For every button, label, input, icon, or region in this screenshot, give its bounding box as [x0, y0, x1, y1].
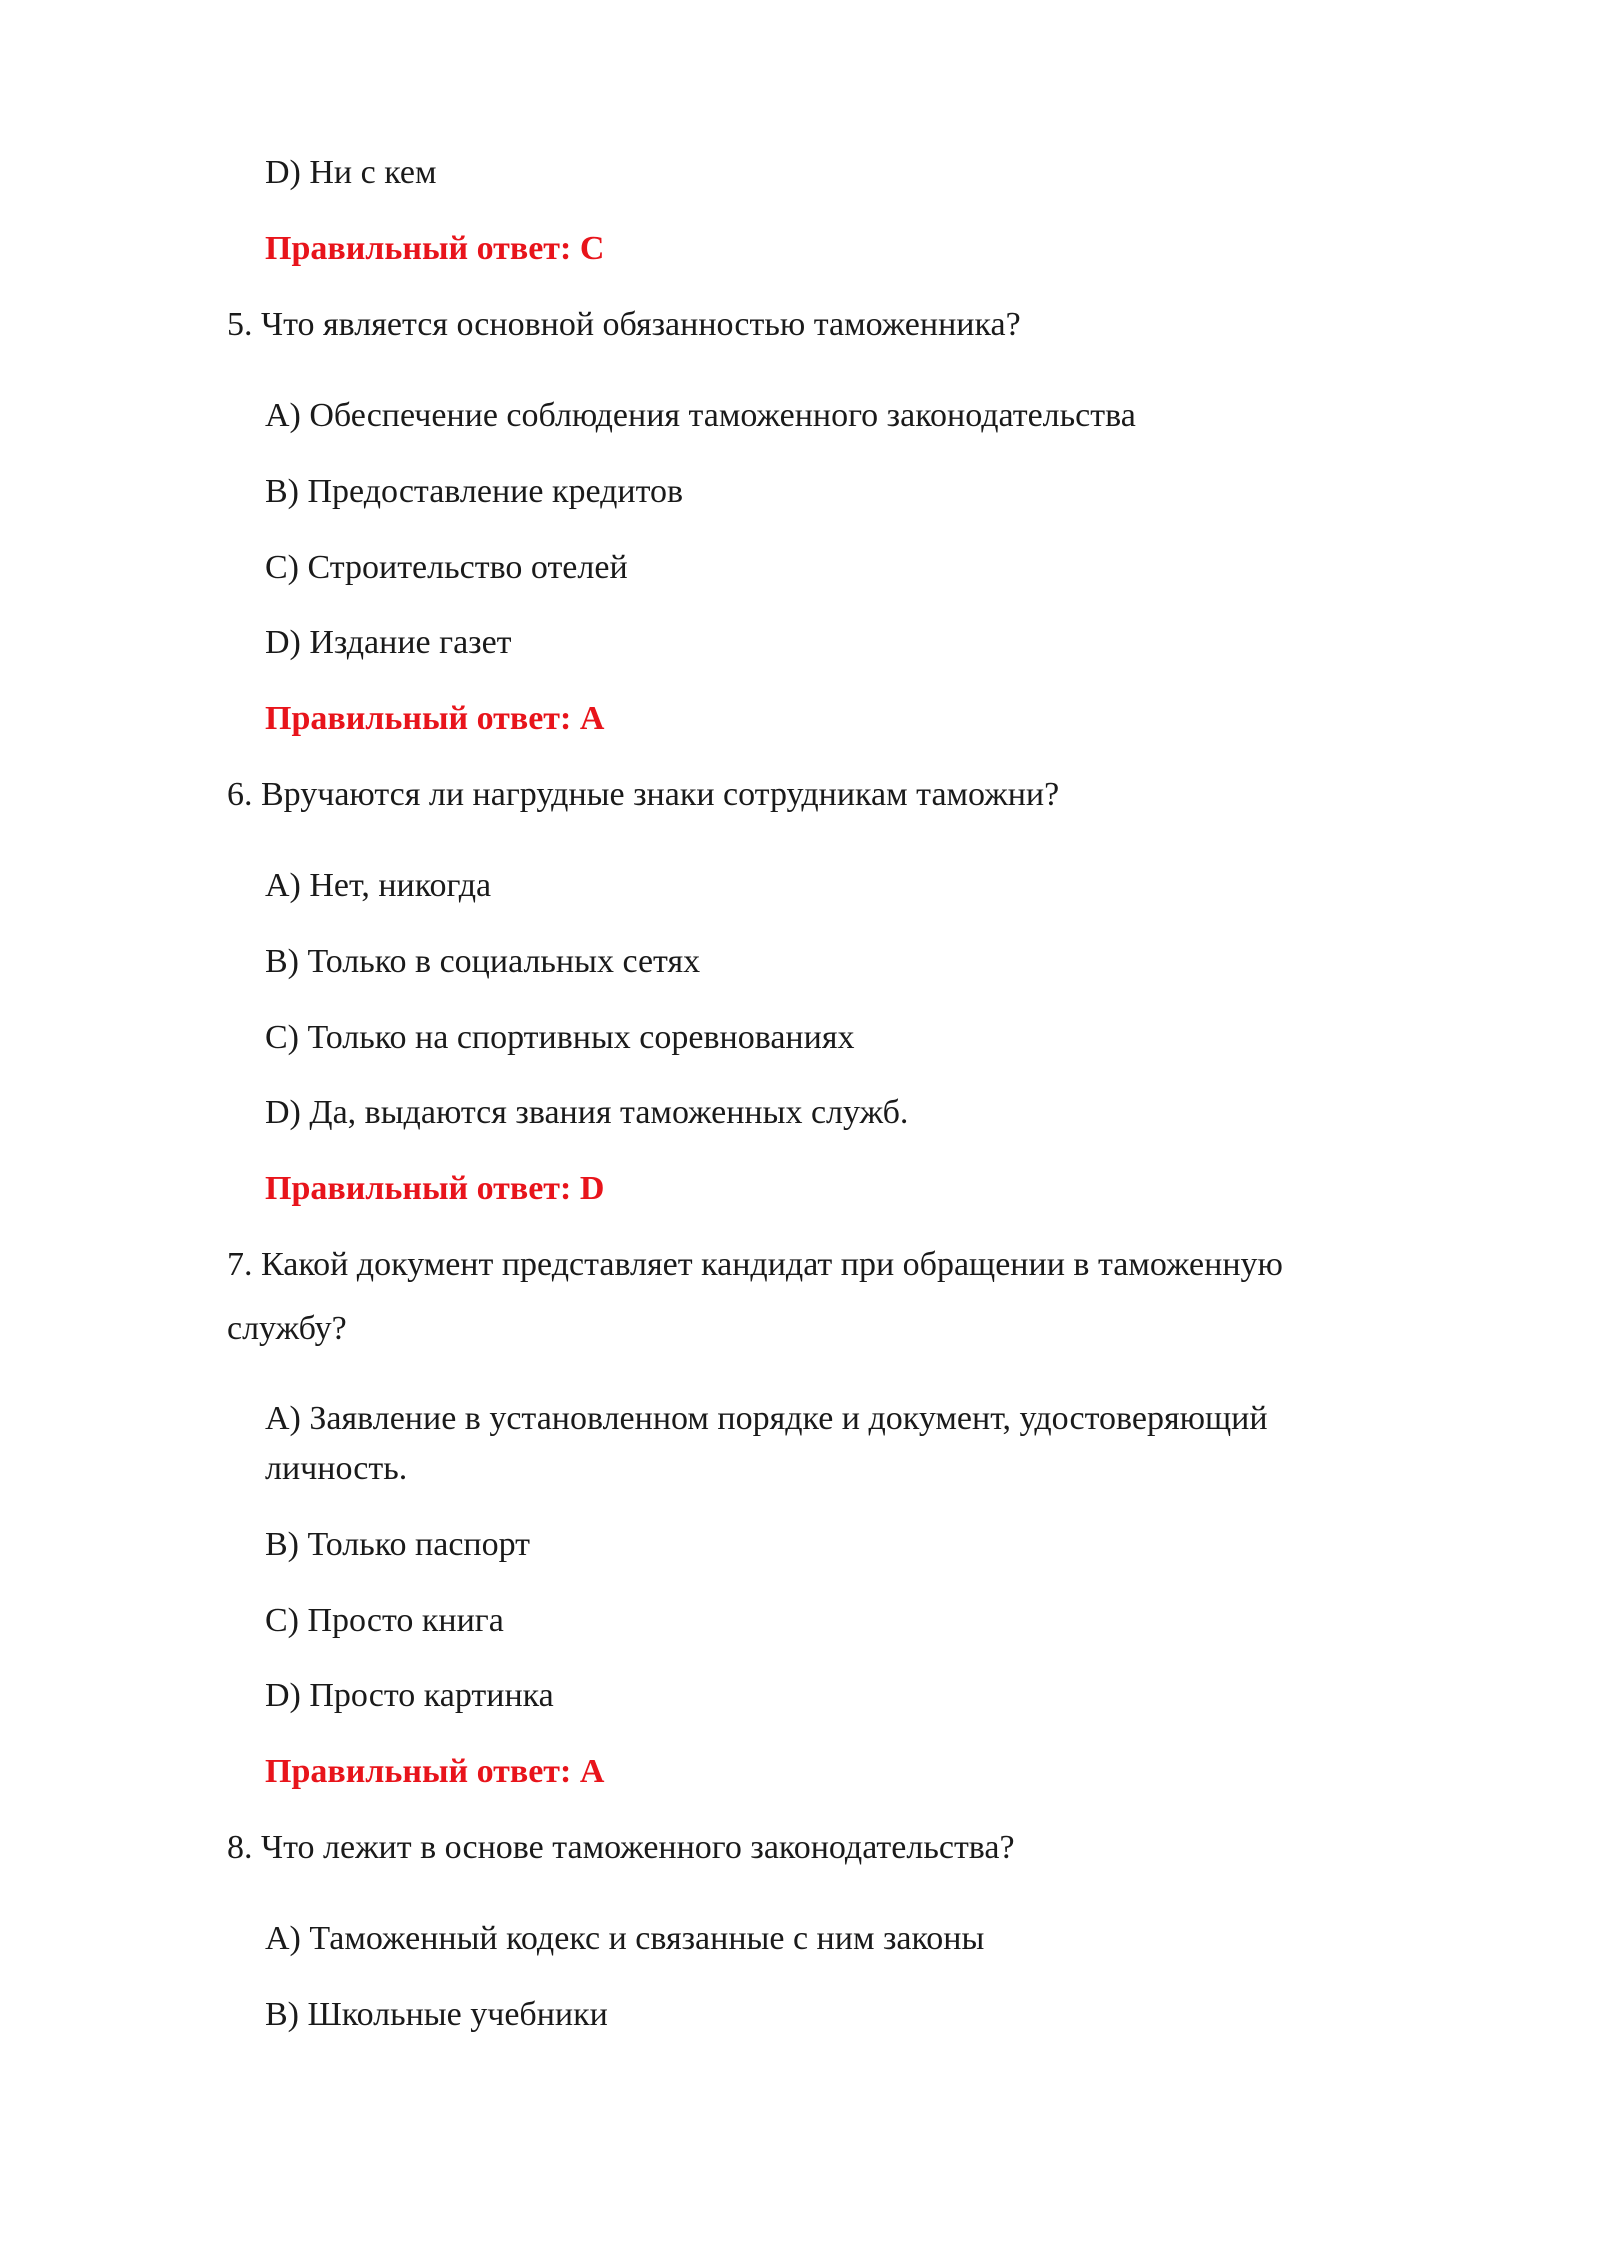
- q7-option-c: C) Просто книга: [265, 1602, 504, 1639]
- q7-option-d: D) Просто картинка: [265, 1677, 554, 1714]
- q6-option-c: C) Только на спортивных соревнованиях: [265, 1019, 855, 1056]
- question-7-line1: 7. Какой документ представляет кандидат при обращении в таможенную: [227, 1246, 1283, 1283]
- q8-option-b: B) Школьные учебники: [265, 1996, 608, 2033]
- q5-option-c: C) Строительство отелей: [265, 549, 628, 586]
- q6-option-a: A) Нет, никогда: [265, 867, 492, 904]
- q5-option-b: B) Предоставление кредитов: [265, 473, 684, 510]
- question-5: 5. Что является основной обязанностью таможенника?: [227, 306, 1021, 343]
- correct-answer: Правильный ответ: C: [265, 230, 605, 267]
- q5-option-d: D) Издание газет: [265, 624, 512, 661]
- question-6: 6. Вручаются ли нагрудные знаки сотрудникам таможни?: [227, 776, 1060, 813]
- q7-option-a-line2: личность.: [265, 1450, 408, 1487]
- q7-option-b: B) Только паспорт: [265, 1526, 531, 1563]
- q7-correct-answer: Правильный ответ: A: [265, 1753, 605, 1790]
- q6-correct-answer: Правильный ответ: D: [265, 1170, 605, 1207]
- q6-option-d: D) Да, выдаются звания таможенных служб.: [265, 1094, 909, 1131]
- question-8: 8. Что лежит в основе таможенного законодательства?: [227, 1829, 1015, 1866]
- option-d: D) Ни с кем: [265, 154, 437, 191]
- q8-option-a: A) Таможенный кодекс и связанные с ним законы: [265, 1920, 985, 1957]
- q5-correct-answer: Правильный ответ: A: [265, 700, 605, 737]
- q5-option-a: A) Обеспечение соблюдения таможенного законодательства: [265, 397, 1136, 434]
- q6-option-b: B) Только в социальных сетях: [265, 943, 701, 980]
- question-7-line2: службу?: [227, 1310, 347, 1347]
- q7-option-a-line1: A) Заявление в установленном порядке и документ, удостоверяющий: [265, 1400, 1268, 1437]
